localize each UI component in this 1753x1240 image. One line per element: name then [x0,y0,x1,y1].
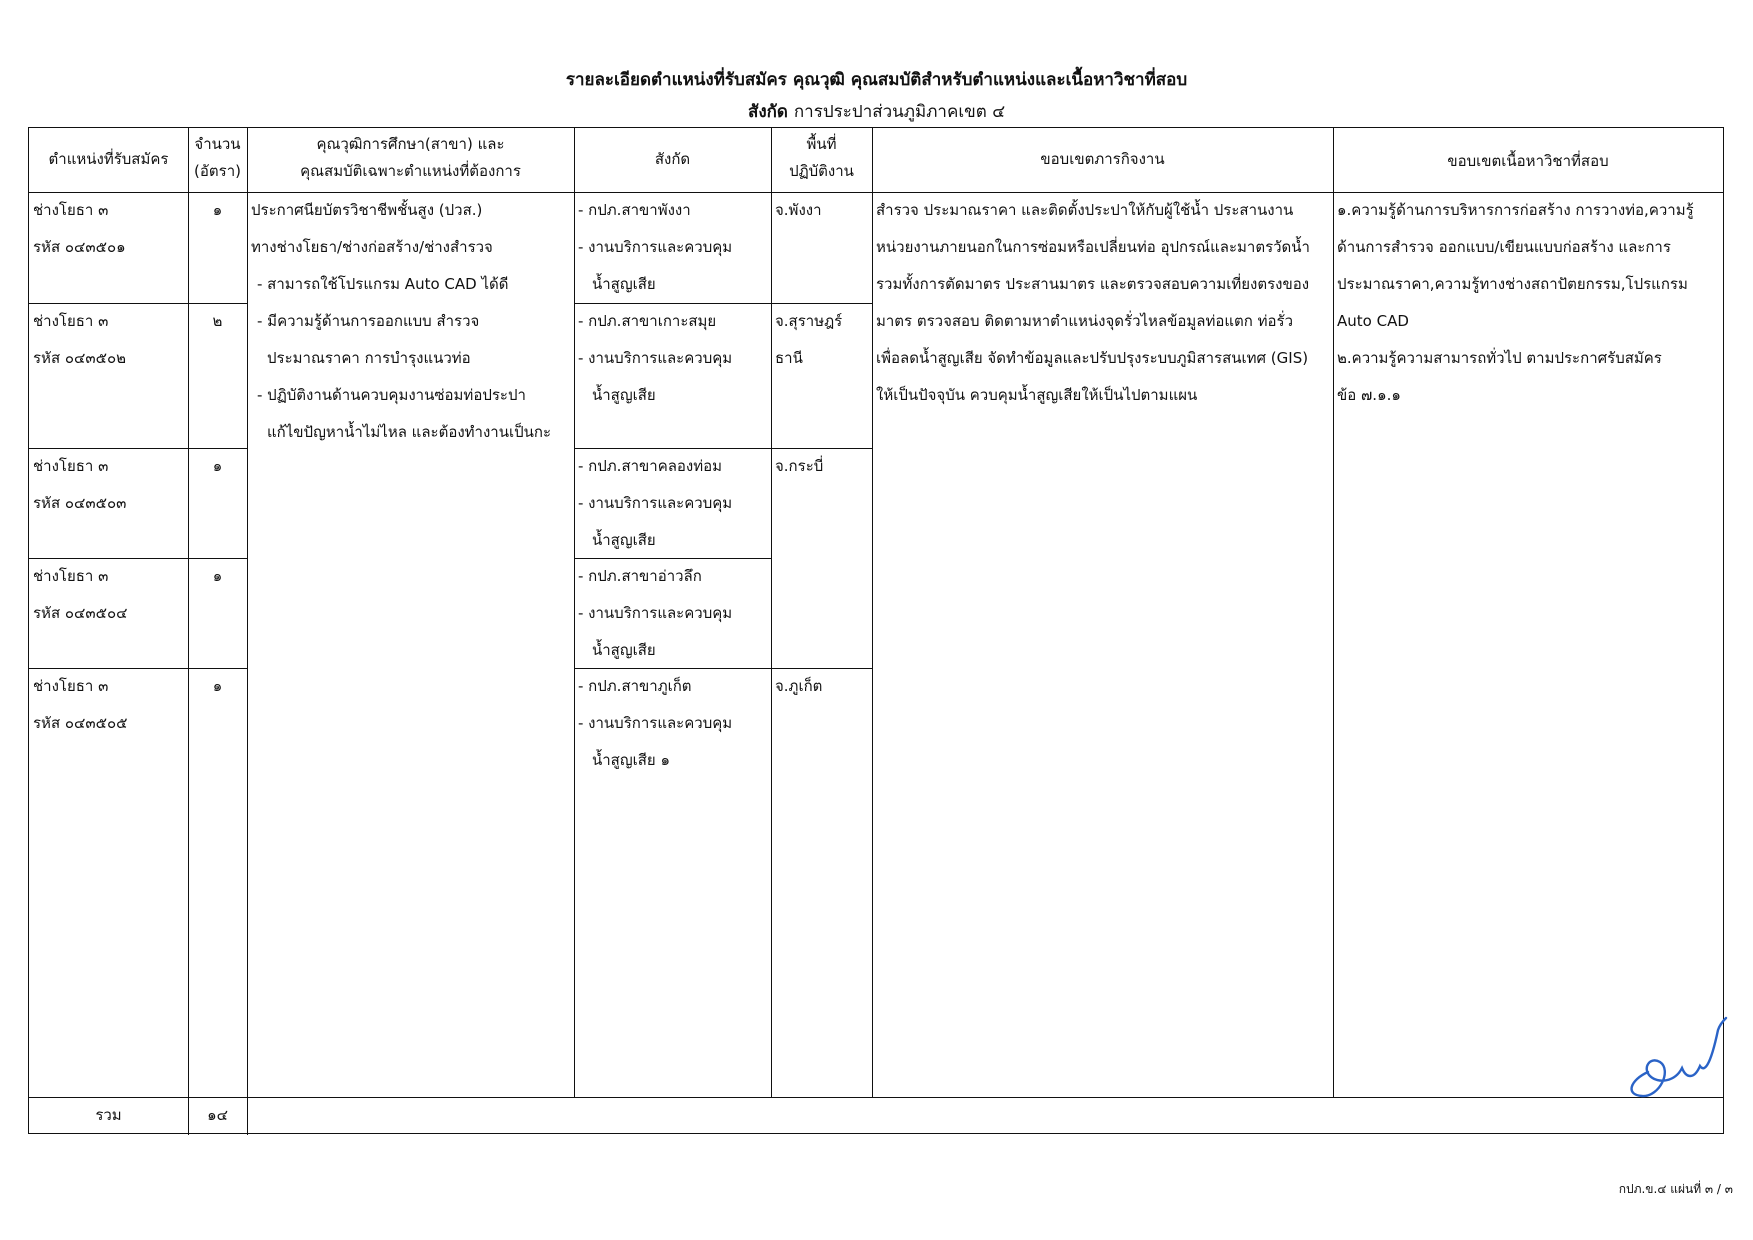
position-count: ๑ [212,201,223,219]
header-qualification: คุณวุฒิการศึกษา(สาขา) และ คุณสมบัติเฉพาะตำแหน่งที่ต้องการ [300,135,521,180]
header-department: สังกัด [654,150,691,168]
department: - กปภ.สาขาพังงา - งานบริการและควบคุม น้ำสูญเสีย [578,201,733,293]
subtitle-label: สังกัด [747,102,788,122]
work-area: จ.สุราษฎร์ ธานี [775,312,843,367]
header-exam-scope: ขอบเขตเนื้อหาวิชาที่สอบ [1447,152,1609,170]
header-job-scope: ขอบเขตภารกิจงาน [1040,150,1165,168]
position-count: ๑ [212,677,223,695]
position-code: รหัส ๐๔๓๕๐๑ [33,238,126,256]
header-count: จำนวน (อัตรา) [194,135,241,180]
department: - กปภ.สาขาภูเก็ต - งานบริการและควบคุม น้ำสูญเสีย ๑ [578,677,733,769]
position-title: ช่างโยธา ๓ [33,567,109,585]
document-title: รายละเอียดตำแหน่งที่รับสมัคร คุณวุฒิ คุณสมบัติสำหรับตำแหน่งและเนื้อหาวิชาที่สอบ [565,70,1188,90]
position-code: รหัส ๐๔๓๕๐๕ [33,714,128,732]
table-row [33,192,126,266]
subtitle-value: การประปาส่วนภูมิภาคเขต ๔ [793,102,1006,122]
department: - กปภ.สาขาคลองท่อม - งานบริการและควบคุม น้ำสูญเสีย [578,457,733,549]
positions-table [28,127,1724,1134]
department: - กปภ.สาขาเกาะสมุย - งานบริการและควบคุม น้ำสูญเสีย [578,312,733,404]
department: - กปภ.สาขาอ่าวลึก - งานบริการและควบคุม น้ำสูญเสีย [578,567,733,659]
total-value: ๑๔ [207,1106,228,1124]
position-count: ๑ [212,567,223,585]
position-code: รหัส ๐๔๓๕๐๔ [33,604,128,622]
signature-icon [1620,1010,1730,1100]
position-count: ๑ [212,457,223,475]
position-count: ๒ [212,312,223,330]
table-row [33,558,128,632]
header-work-area: พื้นที่ ปฏิบัติงาน [789,135,854,180]
exam-scope-text: ๑.ความรู้ด้านการบริหารการก่อสร้าง การวางท่อ,ความรู้ ด้านการสำรวจ ออกแบบ/เขียนแบบก่อสร้าง และการ ประมาณราคา,ความรู้ทางช่างสถาปัตยกรรม,โปรแกรม Auto CAD ๒.ความรู้ความสามารถทั่วไป ตามประกาศรับสมัคร ข้อ ๗.๑.๑ [1337,201,1694,404]
position-code: รหัส ๐๔๓๕๐๓ [33,494,127,512]
header-position: ตำแหน่งที่รับสมัคร [48,150,169,168]
position-title: ช่างโยธา ๓ [33,312,109,330]
table-row [33,668,128,742]
total-label: รวม [95,1106,122,1124]
position-title: ช่างโยธา ๓ [33,201,109,219]
page-footer: กปภ.ข.๔ แผ่นที่ ๓ / ๓ [1618,1182,1733,1196]
work-area: จ.ภูเก็ต [775,677,823,695]
table-row [33,303,126,377]
position-title: ช่างโยธา ๓ [33,457,109,475]
work-area: จ.พังงา [775,201,822,219]
document-subtitle [0,98,1753,125]
qualification-text: ประกาศนียบัตรวิชาชีพชั้นสูง (ปวส.) ทางช่างโยธา/ช่างก่อสร้าง/ช่างสำรวจ - สามารถใช้โปรแกรม Auto CAD ได้ดี - มีความรู้ด้านการออกแบบ สำรวจ ประมาณราคา การบำรุงแนวท่อ - ปฏิบัติงานด้านควบคุมงานซ่อมท่อประปา แก้ไขปัญหาน้ำไม่ไหล และต้องทำงานเป็นกะ [251,201,552,441]
work-area: จ.กระบี่ [775,457,824,475]
job-scope-text: สำรวจ ประมาณราคา และติดตั้งประปาให้กับผู้ใช้น้ำ ประสานงาน หน่วยงานภายนอกในการซ่อมหรือเปลี่ยนท่อ อุปกรณ์และมาตรวัดน้ำ รวมทั้งการตัดมาตร ประสานมาตร และตรวจสอบความเที่ยงตรงของ มาตร ตรวจสอบ ติดตามหาตำแหน่งจุดรั่วไหลข้อมูลท่อแตก ท่อรั่ว เพื่อลดน้ำสูญเสีย จัดทำข้อมูลและปรับปรุงระบบภูมิสารสนเทศ (GIS) ให้เป็นปัจจุบัน ควบคุมน้ำสูญเสียให้เป็นไปตามแผน [876,201,1310,404]
table-row [33,448,126,522]
position-code: รหัส ๐๔๓๕๐๒ [33,349,127,367]
position-title: ช่างโยธา ๓ [33,677,109,695]
